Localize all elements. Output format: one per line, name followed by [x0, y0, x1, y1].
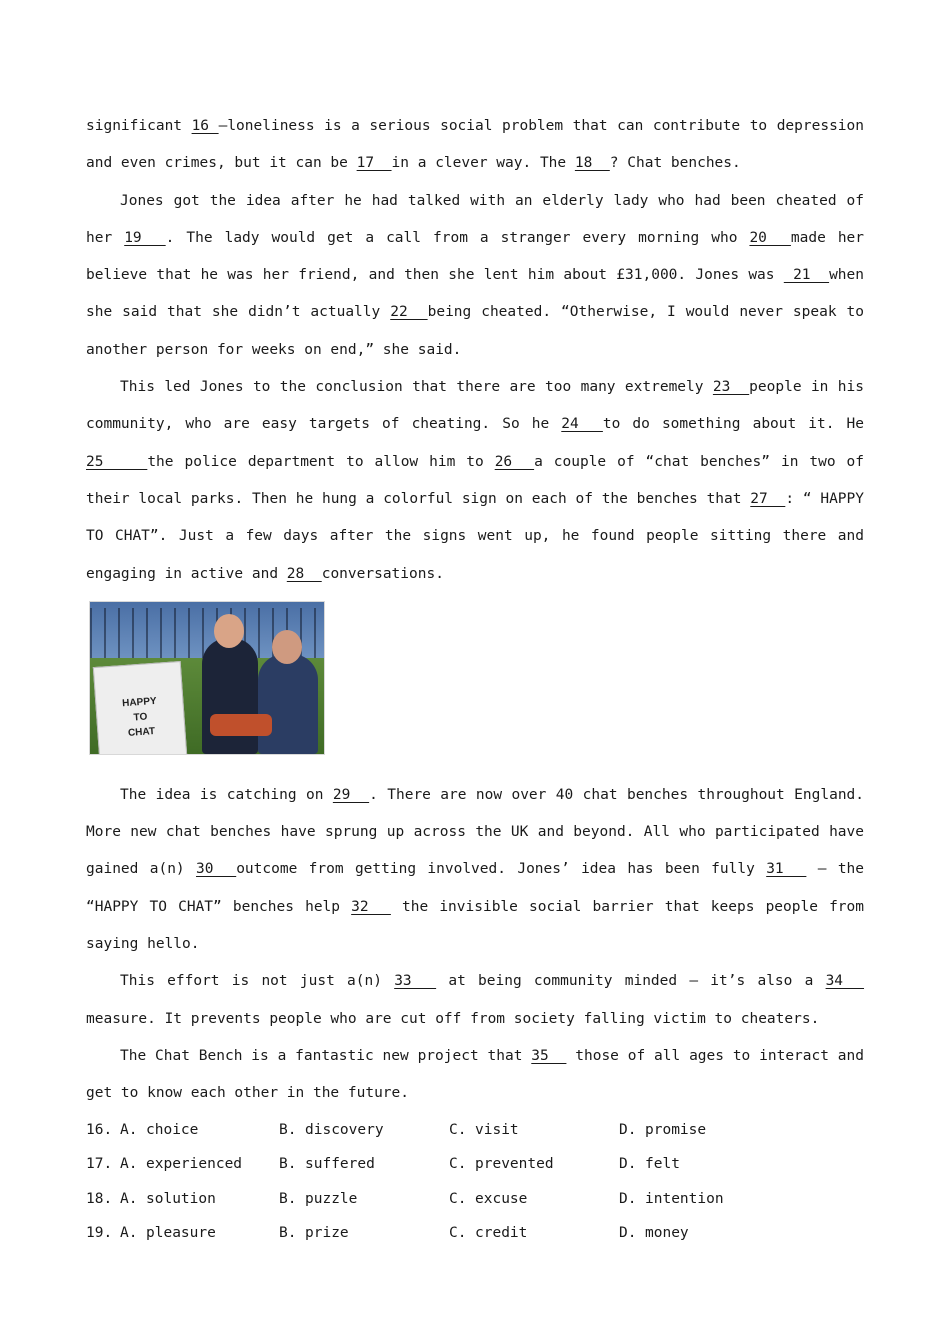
option-word: discovery [305, 1121, 384, 1138]
option-d[interactable] [619, 1147, 680, 1182]
option-word: suffered [305, 1156, 375, 1173]
option-word: prize [305, 1225, 349, 1242]
passage-text: — the “HAPPY TO CHAT” benches help [86, 861, 865, 915]
option-word: pleasure [146, 1225, 216, 1242]
paragraph-3 [86, 369, 864, 593]
passage-text: the police department to allow him to [147, 453, 495, 470]
document-page [86, 108, 864, 1251]
option-word: excuse [475, 1190, 528, 1207]
option-b[interactable] [279, 1113, 449, 1148]
passage-text: —loneliness is a serious social problem that can contribute to depression and even crimes, but it can be [86, 118, 864, 172]
option-letter: A. [120, 1156, 138, 1173]
option-c[interactable] [449, 1147, 619, 1182]
option-word: promise [645, 1121, 707, 1138]
happy-to-chat-sign [93, 661, 187, 755]
option-letter: D. [619, 1225, 637, 1242]
answer-blank: 18 [574, 155, 610, 172]
answer-blank: 30 [196, 861, 237, 878]
passage-text: significant [86, 118, 192, 134]
sign-line: CHAT [127, 725, 156, 739]
answer-blank: 32 [351, 898, 391, 915]
option-word: visit [475, 1121, 519, 1138]
option-letter: D. [619, 1190, 637, 1207]
passage-text: ? Chat benches. [609, 155, 741, 172]
answer-blank: 17 [356, 155, 392, 172]
passage-text: : “ HAPPY TO CHAT”. Just a few days after the signs went up, he found people sitting there and engaging in active and [86, 490, 864, 582]
answer-blank: 20 [749, 229, 791, 246]
passage-text: . The lady would get a call from a stranger every morning who [165, 229, 750, 246]
sign-line: HAPPY [121, 695, 157, 710]
answer-blank: 21 [783, 267, 830, 284]
answer-blank: 29 [332, 786, 370, 803]
answer-blank: 22 [390, 304, 428, 321]
option-word: felt [645, 1156, 680, 1173]
answer-blank: 27 [750, 490, 786, 507]
passage-text: when she said that she didn’t actually [86, 267, 864, 321]
passage-text: made her believe that he was her friend, and then she lent him about £31,000. Jones was [86, 229, 865, 284]
photo-man-left-legs [210, 714, 272, 736]
passage-text: The Chat Bench is a fantastic new project that [120, 1047, 532, 1064]
passage-text: . There are now over 40 chat benches throughout England. More new chat benches have sprung up across the UK and beyond. All who participated have gained a(n) [86, 786, 865, 878]
passage-text: conversations. [321, 565, 444, 582]
paragraph-2 [86, 183, 864, 369]
question-number: 17. [86, 1156, 113, 1173]
option-letter: A. [120, 1121, 138, 1138]
option-letter: B. [279, 1190, 297, 1207]
sign-line: TO [133, 711, 148, 724]
photo-man-left-head [214, 614, 244, 648]
option-word: prevented [475, 1156, 554, 1173]
option-letter: B. [279, 1225, 297, 1242]
option-a[interactable] [120, 1147, 279, 1182]
passage-text: people in his community, who are easy targets of cheating. So he [86, 379, 864, 433]
option-letter: C. [449, 1225, 467, 1242]
option-word: intention [645, 1190, 724, 1207]
answer-blank: 16 [191, 118, 219, 134]
question-number: 18. [86, 1190, 113, 1207]
passage-text: outcome from getting involved. Jones’ idea has been fully [236, 861, 767, 878]
answer-blank: 31 [766, 861, 807, 878]
option-word: credit [475, 1225, 528, 1242]
question-row [86, 1216, 864, 1251]
paragraph-4 [86, 777, 864, 963]
question-row [86, 1147, 864, 1182]
chat-bench-photo [89, 601, 325, 755]
passage-text: to do something about it. He [602, 416, 865, 433]
option-letter: D. [619, 1121, 637, 1138]
option-b[interactable] [279, 1216, 449, 1251]
question-list [86, 1113, 864, 1251]
option-letter: D. [619, 1156, 637, 1173]
answer-blank: 24 [561, 416, 603, 433]
passage-text: the invisible social barrier that keeps people from saying hello. [86, 898, 864, 953]
option-c[interactable] [449, 1182, 619, 1217]
photo-man-right-head [272, 630, 302, 664]
option-word: solution [146, 1190, 216, 1207]
option-word: money [645, 1225, 689, 1242]
option-letter: A. [120, 1190, 138, 1207]
photo-man-left [202, 638, 258, 754]
answer-blank: 35 [531, 1047, 567, 1064]
passage-text: those of all ages to interact and get to know each other in the future. [86, 1047, 864, 1102]
sign-text [96, 692, 185, 743]
passage-text: Jones got the idea after he had talked with an elderly lady who had been cheated of her [86, 192, 864, 246]
option-letter: C. [449, 1121, 467, 1138]
passage-text: measure. It prevents people who are cut off from society falling victim to cheaters. [86, 1010, 820, 1027]
answer-blank: 28 [286, 565, 322, 582]
option-letter: C. [449, 1156, 467, 1173]
photo-man-right [258, 654, 318, 754]
option-letter: C. [449, 1190, 467, 1207]
option-c[interactable] [449, 1216, 619, 1251]
paragraph-6 [86, 1038, 864, 1113]
paragraph-5 [86, 963, 864, 1038]
option-d[interactable] [619, 1182, 724, 1217]
passage-text: a couple of “chat benches” in two of their local parks. Then he hung a colorful sign on each of the benches that [86, 453, 864, 507]
option-word: choice [146, 1121, 199, 1138]
answer-blank: 26 [494, 453, 535, 470]
option-b[interactable] [279, 1182, 449, 1217]
passage-text: in a clever way. The [391, 155, 575, 172]
option-a[interactable] [120, 1182, 279, 1217]
answer-blank: 25 [86, 453, 148, 470]
passage-text: The idea is catching on [120, 786, 333, 803]
option-letter: B. [279, 1156, 297, 1173]
question-row [86, 1182, 864, 1217]
option-letter: A. [120, 1225, 138, 1242]
option-a[interactable] [120, 1216, 279, 1251]
option-word: puzzle [305, 1190, 358, 1207]
answer-blank: 23 [712, 379, 750, 396]
question-number: 19. [86, 1225, 113, 1242]
passage-text: being cheated. “Otherwise, I would never speak to another person for weeks on end,” she said. [86, 304, 864, 358]
passage-text: This led Jones to the conclusion that there are too many extremely [120, 379, 713, 396]
question-number: 16. [86, 1121, 113, 1138]
passage-text: at being community minded — it’s also a [436, 973, 826, 990]
option-d[interactable] [619, 1113, 706, 1148]
option-b[interactable] [279, 1147, 449, 1182]
passage-text: This effort is not just a(n) [120, 973, 395, 990]
option-d[interactable] [619, 1216, 689, 1251]
option-letter: B. [279, 1121, 297, 1138]
option-word: experienced [146, 1156, 243, 1173]
answer-blank: 19 [124, 229, 166, 246]
option-a[interactable] [120, 1113, 279, 1148]
answer-blank: 33 [394, 973, 437, 990]
option-c[interactable] [449, 1113, 619, 1148]
question-row [86, 1113, 864, 1148]
paragraph-1 [86, 108, 864, 183]
answer-blank: 34 [825, 973, 865, 990]
